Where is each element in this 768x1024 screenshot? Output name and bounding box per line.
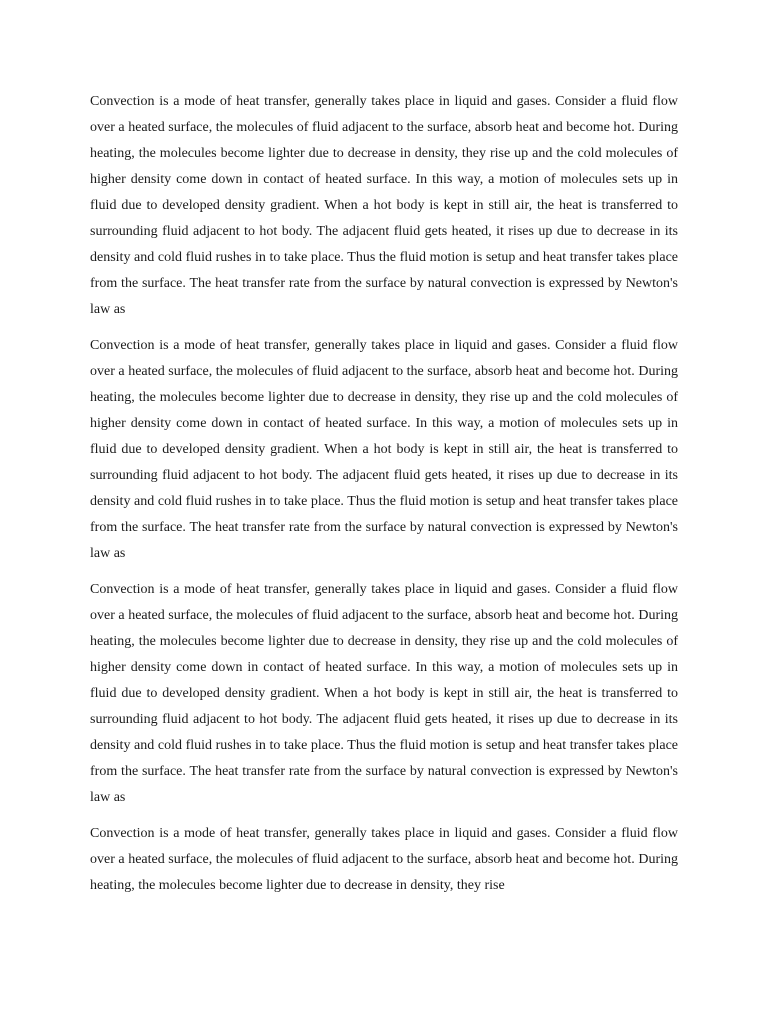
paragraph-3: Convection is a mode of heat transfer, generally takes place in liquid and gases. Consider a fluid flow over a heated surface, the molecules of fluid adjacent to the surface, absorb heat and become hot. During heating, the molecules become lighter due to decrease in density, they rise up and the cold molecules of higher density come down in contact of heated surface. In this way, a motion of molecules sets up in fluid due to developed density gradient. When a hot body is kept in still air, the heat is transferred to surrounding fluid adjacent to hot body. The adjacent fluid gets heated, it rises up due to decrease in its density and cold fluid rushes in to take place. Thus the fluid motion is setup and heat transfer takes place from the surface. The heat transfer rate from the surface by natural convection is expressed by Newton's law as — [90, 582, 678, 805]
paragraph-1: Convection is a mode of heat transfer, generally takes place in liquid and gases. Consider a fluid flow over a heated surface, the molecules of fluid adjacent to the surface, absorb heat and become hot. During heating, the molecules become lighter due to decrease in density, they rise up and the cold molecules of higher density come down in contact of heated surface. In this way, a motion of molecules sets up in fluid due to developed density gradient. When a hot body is kept in still air, the heat is transferred to surrounding fluid adjacent to hot body. The adjacent fluid gets heated, it rises up due to decrease in its density and cold fluid rushes in to take place. Thus the fluid motion is setup and heat transfer takes place from the surface. The heat transfer rate from the surface by natural convection is expressed by Newton's law as — [90, 94, 678, 317]
paragraph-4: Convection is a mode of heat transfer, generally takes place in liquid and gases. Consider a fluid flow over a heated surface, the molecules of fluid adjacent to the surface, absorb heat and become hot. During heating, the molecules become lighter due to decrease in density, they rise — [90, 826, 678, 893]
document-body — [90, 89, 678, 909]
paragraph-2: Convection is a mode of heat transfer, generally takes place in liquid and gases. Consider a fluid flow over a heated surface, the molecules of fluid adjacent to the surface, absorb heat and become hot. During heating, the molecules become lighter due to decrease in density, they rise up and the cold molecules of higher density come down in contact of heated surface. In this way, a motion of molecules sets up in fluid due to developed density gradient. When a hot body is kept in still air, the heat is transferred to surrounding fluid adjacent to hot body. The adjacent fluid gets heated, it rises up due to decrease in its density and cold fluid rushes in to take place. Thus the fluid motion is setup and heat transfer takes place from the surface. The heat transfer rate from the surface by natural convection is expressed by Newton's law as — [90, 338, 678, 561]
